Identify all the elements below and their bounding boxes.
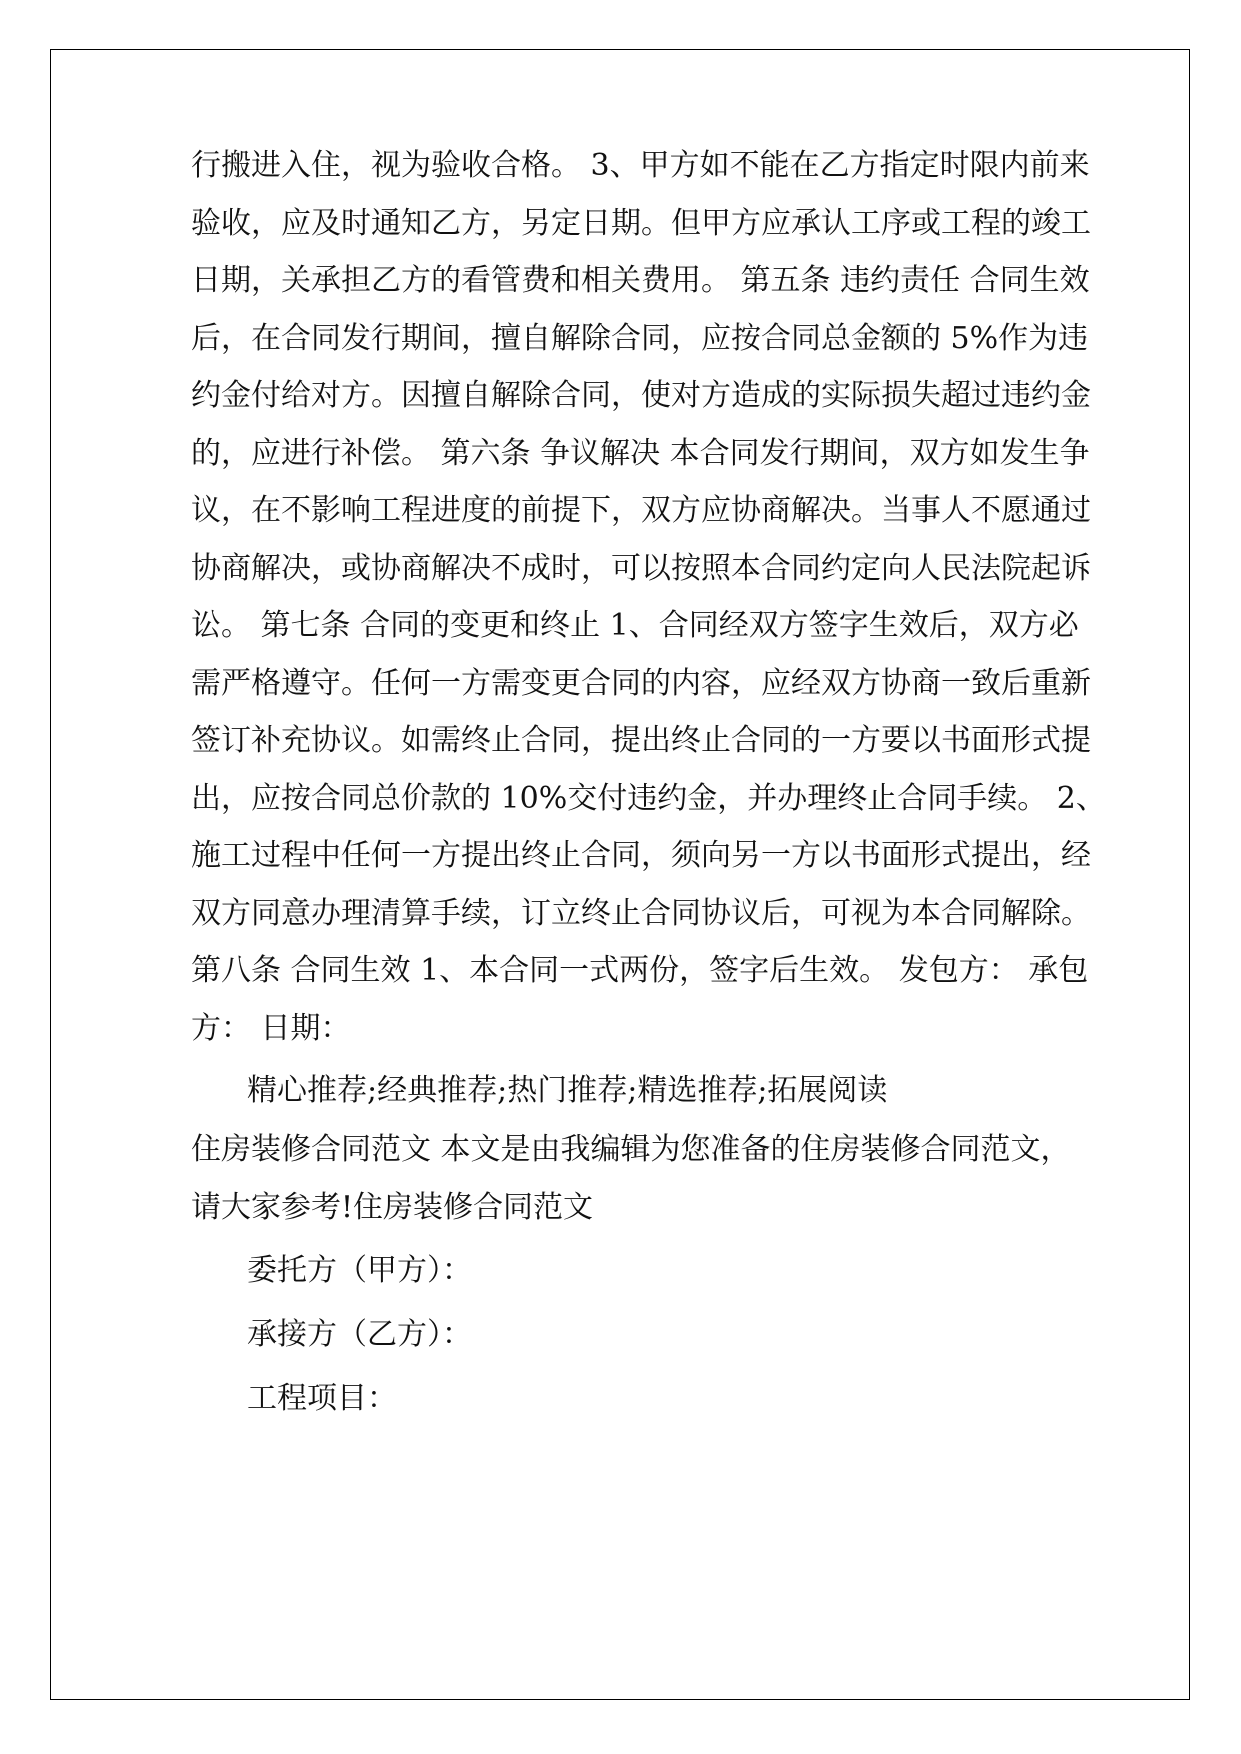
body-line-1: 行搬进入住，视为验收合格。 3、甲方如不能在乙方指定时限内前来 <box>191 148 1090 183</box>
body-line-2: 验收，应及时通知乙方，另定日期。但甲方应承认工序或工程的竣工 <box>191 206 1091 241</box>
body-line-6: 的，应进行补偿。 第六条 争议解决 本合同发行期间，双方如发生争 <box>191 436 1090 471</box>
body-line-16: 方： 日期： <box>191 1011 351 1046</box>
body-line-5: 约金付给对方。因擅自解除合同，使对方造成的实际损失超过违约金 <box>191 378 1091 413</box>
article-intro-line: 请大家参考!住房装修合同范文 <box>191 1190 594 1225</box>
project-label: 工程项目： <box>247 1381 397 1416</box>
body-line-8: 协商解决，或协商解决不成时，可以按照本合同约定向人民法院起诉 <box>191 551 1091 586</box>
body-line-10: 需严格遵守。任何一方需变更合同的内容，应经双方协商一致后重新 <box>191 666 1091 701</box>
body-line-7: 议，在不影响工程进度的前提下，双方应协商解决。当事人不愿通过 <box>191 493 1091 528</box>
body-line-13: 施工过程中任何一方提出终止合同，须向另一方以书面形式提出，经 <box>191 838 1091 873</box>
client-label: 委托方（甲方）： <box>247 1253 472 1288</box>
body-line-12: 出，应按合同总价款的 10%交付违约金，并办理终止合同手续。 2、 <box>191 781 1106 816</box>
contractor-label: 承接方（乙方）： <box>247 1317 472 1352</box>
body-line-3: 日期，关承担乙方的看管费和相关费用。 第五条 违约责任 合同生效 <box>191 263 1090 298</box>
body-line-4: 后，在合同发行期间，擅自解除合同，应按合同总金额的 5%作为违 <box>191 321 1089 356</box>
body-line-9: 讼。 第七条 合同的变更和终止 1、合同经双方签字生效后，双方必 <box>191 608 1079 643</box>
body-line-11: 签订补充协议。如需终止合同，提出终止合同的一方要以书面形式提 <box>191 723 1091 758</box>
body-line-14: 双方同意办理清算手续，订立终止合同协议后，可视为本合同解除。 <box>191 896 1091 931</box>
recommend-links: 精心推荐;经典推荐;热门推荐;精选推荐;拓展阅读 <box>247 1073 888 1108</box>
body-line-15: 第八条 合同生效 1、本合同一式两份，签字后生效。 发包方： 承包 <box>191 953 1089 988</box>
article-heading-line: 住房装修合同范文 本文是由我编辑为您准备的住房装修合同范文， <box>191 1132 1071 1167</box>
